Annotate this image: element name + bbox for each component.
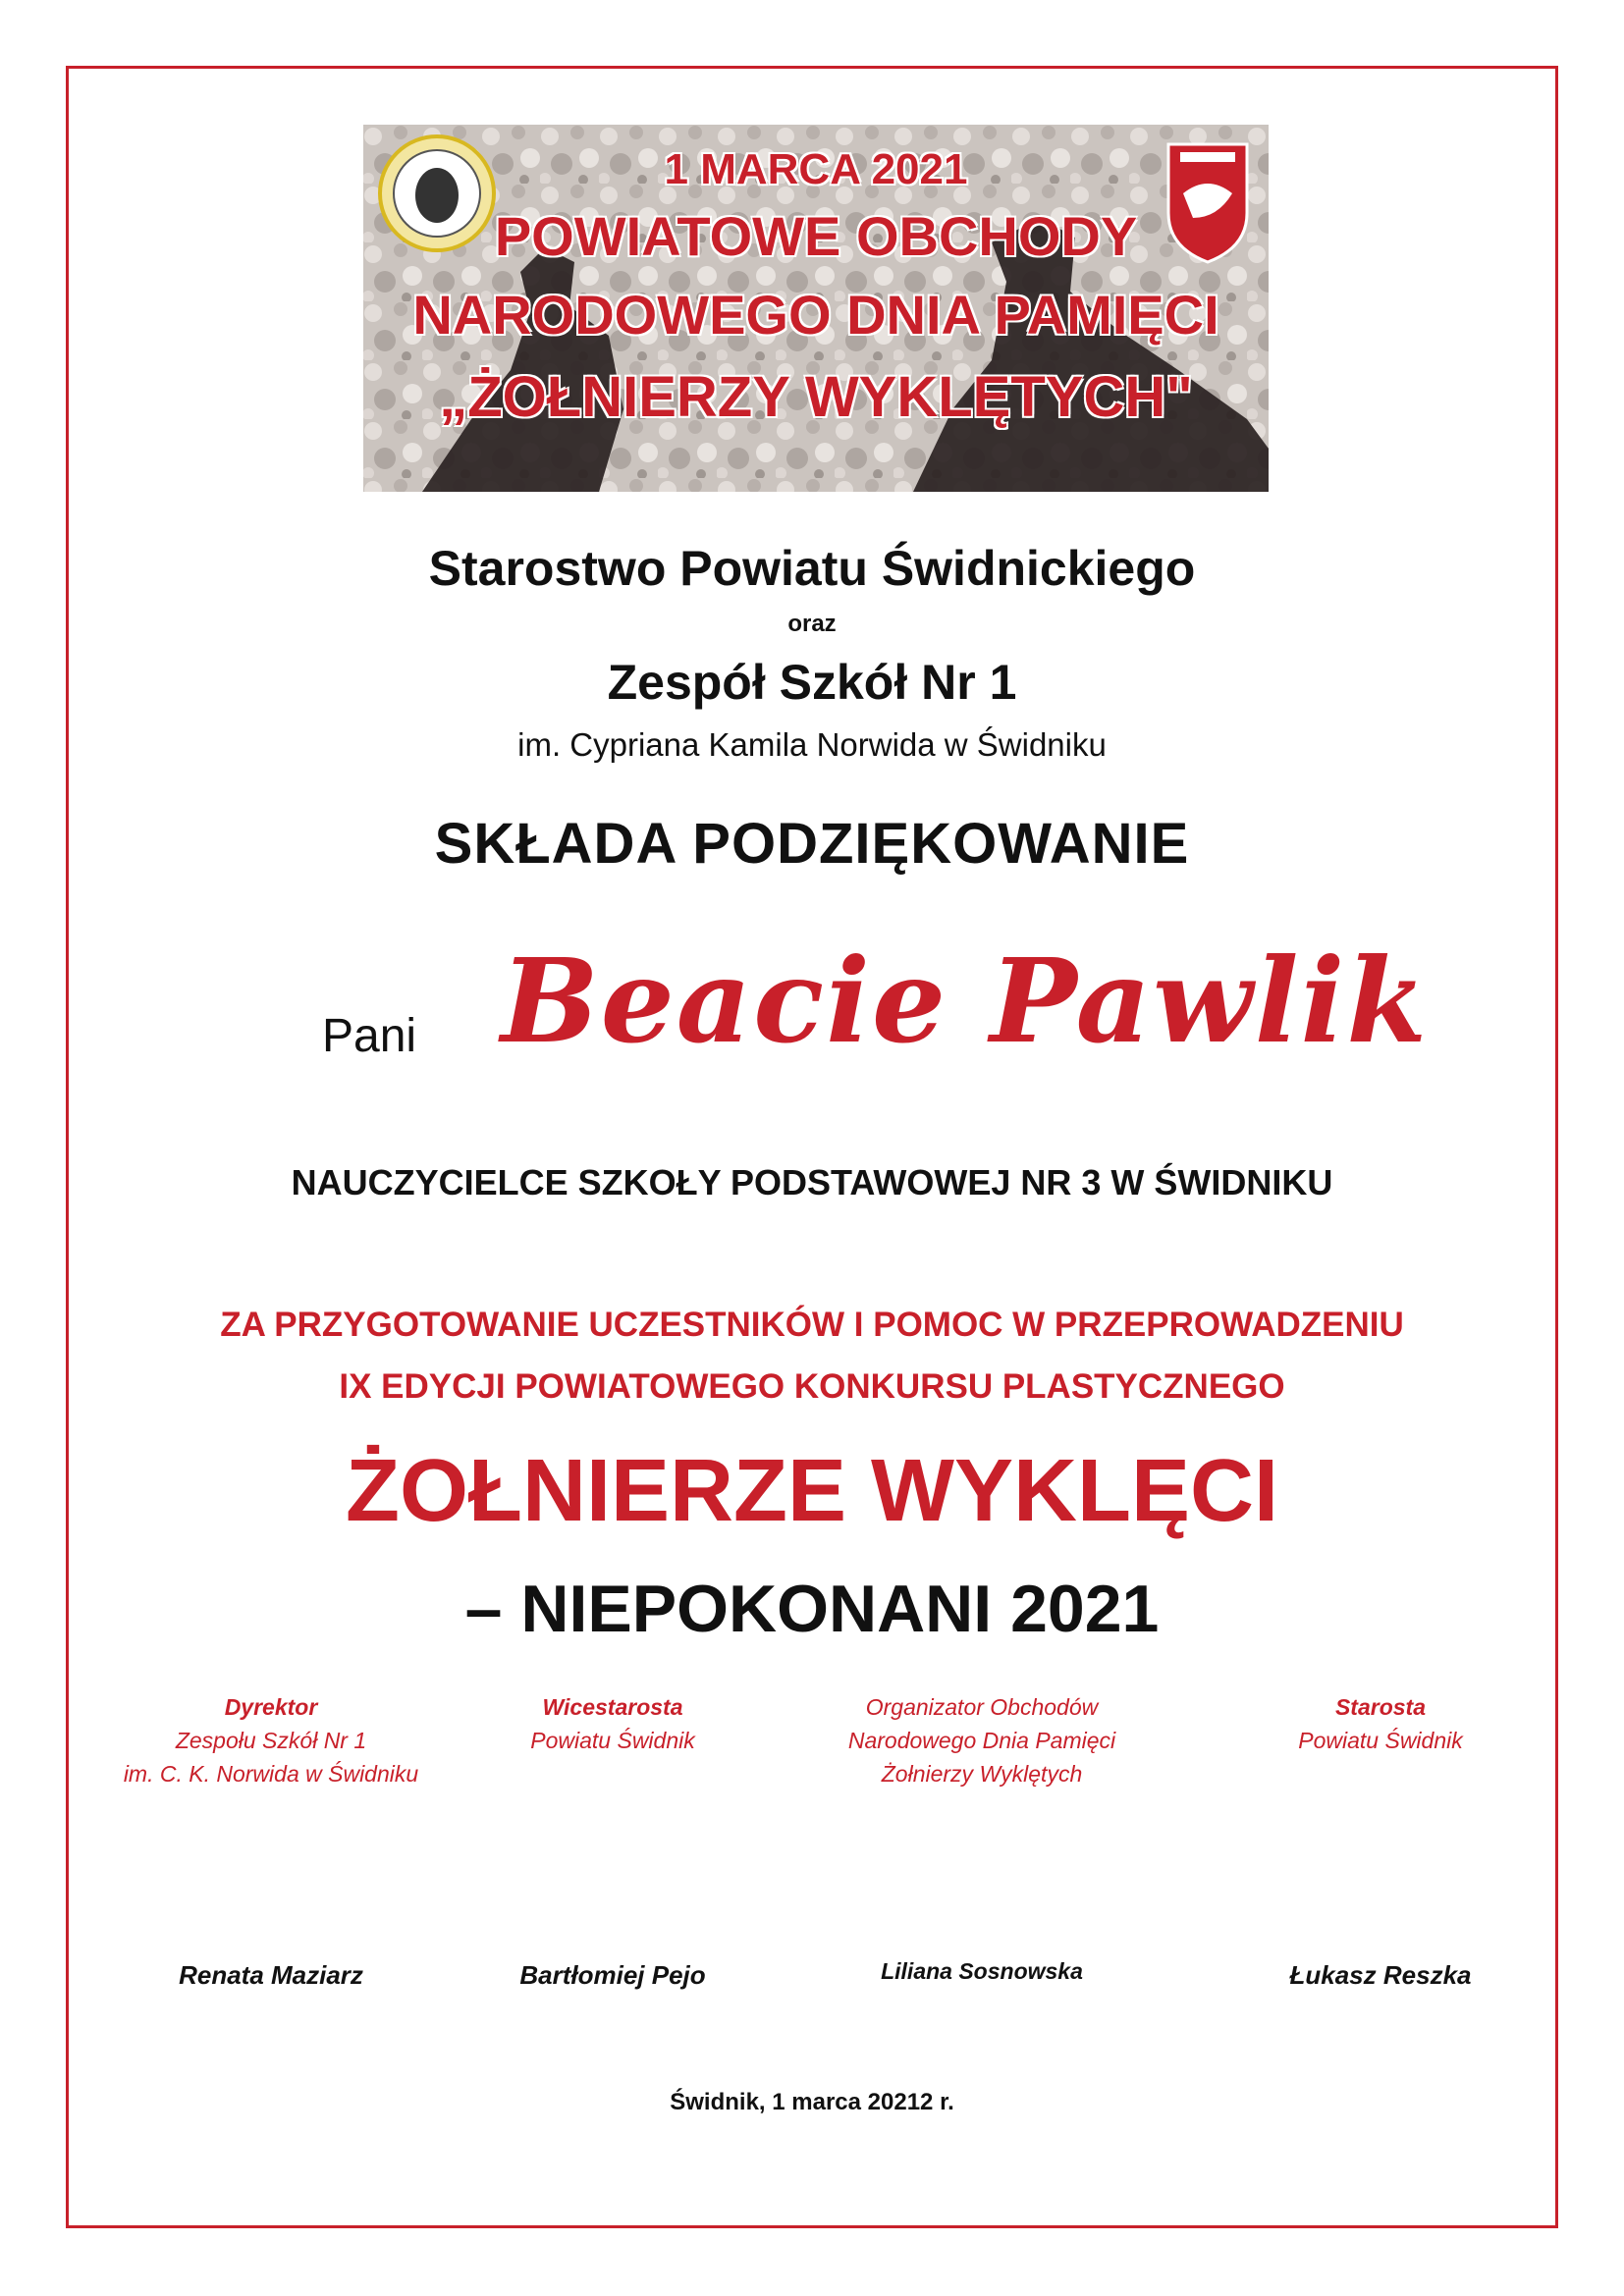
signature-role-line2: Zespołu Szkół Nr 1 — [175, 1728, 367, 1753]
organization-title: Starostwo Powiatu Świdnickiego — [428, 541, 1196, 596]
event-banner — [363, 125, 1269, 492]
signature-block-vice-starost — [446, 1690, 780, 1757]
signature-role-line3: im. C. K. Norwida w Świdniku — [123, 1761, 419, 1787]
conjunction: oraz — [787, 611, 837, 637]
contest-title: ŻOŁNIERZE WYKLĘCI — [346, 1442, 1278, 1540]
signer-name-vice-starost: Bartłomiej Pejo — [519, 1960, 706, 1990]
signature-role-line3: Żołnierzy Wyklętych — [881, 1761, 1083, 1787]
signature-role: Wicestarosta — [542, 1694, 683, 1720]
banner-title-line3: „ŻOŁNIERZY WYKLĘTYCH" — [439, 365, 1193, 429]
signature-role-line2: Powiatu Świdnik — [530, 1728, 695, 1753]
school-patron: im. Cypriana Kamila Norwida w Świdniku — [517, 726, 1107, 763]
signature-role: Organizator Obchodów — [865, 1694, 1099, 1720]
recipient-description: NAUCZYCIELCE SZKOŁY PODSTAWOWEJ NR 3 W ŚWIDNIKU — [291, 1162, 1333, 1202]
signature-role: Dyrektor — [224, 1694, 318, 1720]
signature-role: Starosta — [1334, 1694, 1427, 1720]
thanks-heading: SKŁADA PODZIĘKOWANIE — [434, 812, 1190, 876]
signature-role-line2: Narodowego Dnia Pamięci — [847, 1728, 1116, 1753]
reason-line1: ZA PRZYGOTOWANIE UCZESTNIKÓW I POMOC W PRZEPROWADZENIU — [220, 1306, 1404, 1344]
school-title: Zespół Szkół Nr 1 — [607, 655, 1017, 710]
place-and-date: Świdnik, 1 marca 20212 r. — [670, 2089, 954, 2115]
banner-title-line1: POWIATOWE OBCHODY — [494, 205, 1138, 267]
signer-name-director: Renata Maziarz — [179, 1960, 363, 1990]
signer-name-organizer: Liliana Sosnowska — [881, 1958, 1083, 1984]
salutation: Pani — [322, 1010, 417, 1062]
banner-date: 1 MARCA 2021 — [664, 145, 968, 193]
recipient-name: Beacie Pawlik — [501, 933, 1430, 1069]
contest-subtitle: – NIEPOKONANI 2021 — [464, 1572, 1160, 1646]
signature-block-director — [104, 1690, 438, 1790]
banner-title-line2: NARODOWEGO DNIA PAMIĘCI — [412, 284, 1219, 346]
signature-role-line2: Powiatu Świdnik — [1298, 1728, 1463, 1753]
reason-line2: IX EDYCJI POWIATOWEGO KONKURSU PLASTYCZNEGO — [339, 1367, 1285, 1406]
signer-name-starost: Łukasz Reszka — [1289, 1960, 1472, 1990]
signature-block-organizer — [815, 1690, 1149, 1790]
signature-block-starost — [1214, 1690, 1547, 1757]
